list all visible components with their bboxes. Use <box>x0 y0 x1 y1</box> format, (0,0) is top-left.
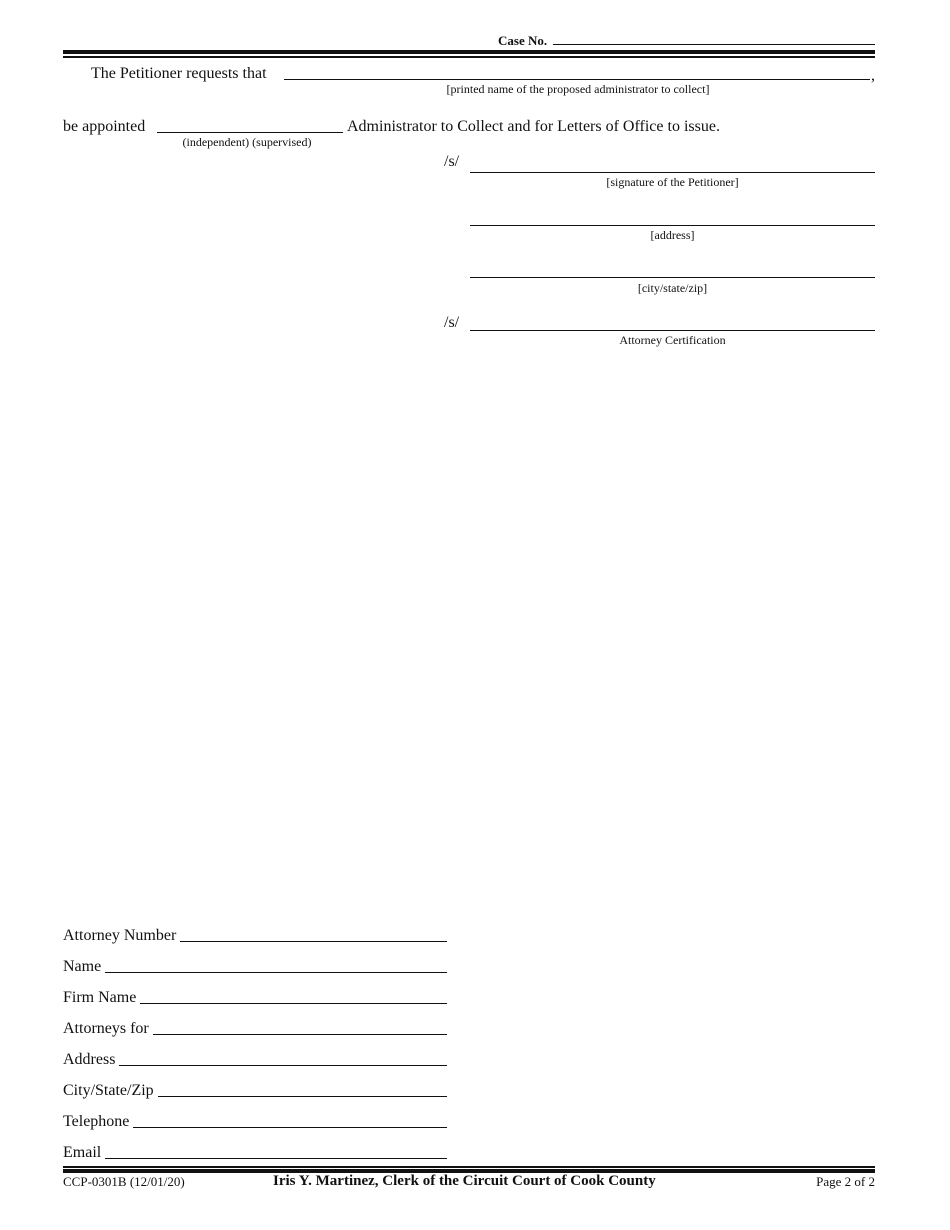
appointment-type-caption: (independent) (supervised) <box>182 135 312 149</box>
name-field[interactable] <box>63 972 447 973</box>
proposed-administrator-name-field[interactable] <box>284 79 870 80</box>
clerk-text: Iris Y. Martinez, Clerk of the Circuit Court of Cook County <box>273 1173 656 1189</box>
footer-rule-thin <box>63 1166 875 1168</box>
address-caption: [address] <box>650 228 695 242</box>
case-no-label: Case No. <box>498 33 548 48</box>
attorneys-for-row[interactable] <box>63 1014 447 1038</box>
page-number: Page 2 of 2 <box>816 1174 875 1189</box>
attorney-certification-caption: Attorney Certification <box>619 333 726 347</box>
petitioner-requests-text: The Petitioner requests that <box>91 65 267 82</box>
attorney-number-row[interactable] <box>63 921 447 945</box>
form-code: CCP-0301B (12/01/20) <box>63 1174 185 1189</box>
petitioner-city-field[interactable] <box>470 277 875 278</box>
name-label: Name <box>63 958 105 976</box>
printed-name-caption: [printed name of the proposed administrator to collect] <box>446 82 710 96</box>
header-rule-thick <box>63 50 875 54</box>
appointment-type-field[interactable] <box>157 132 343 133</box>
city-state-zip-label: City/State/Zip <box>63 1082 158 1100</box>
signature-caption: [signature of the Petitioner] <box>606 175 739 189</box>
telephone-label: Telephone <box>63 1113 133 1131</box>
city-state-zip-row[interactable] <box>63 1076 447 1100</box>
header-rule-thin <box>63 56 875 58</box>
address-field[interactable] <box>63 1065 447 1066</box>
petitioner-address-field[interactable] <box>470 225 875 226</box>
address-label: Address <box>63 1051 119 1069</box>
firm-name-row[interactable] <box>63 983 447 1007</box>
name-row[interactable] <box>63 952 447 976</box>
email-row[interactable] <box>63 1138 447 1162</box>
attorney-certification-field[interactable] <box>470 330 875 331</box>
attorney-number-label: Attorney Number <box>63 927 180 945</box>
attorneys-for-label: Attorneys for <box>63 1020 153 1038</box>
case-no-field[interactable] <box>553 44 875 45</box>
signature-marker: /s/ <box>444 153 460 170</box>
email-field[interactable] <box>63 1158 447 1159</box>
telephone-row[interactable] <box>63 1107 447 1131</box>
email-label: Email <box>63 1144 105 1162</box>
administrator-text: Administrator to Collect and for Letters of Office to issue. <box>347 118 720 135</box>
attorney-signature-marker: /s/ <box>444 314 460 331</box>
firm-name-label: Firm Name <box>63 989 140 1007</box>
address-row[interactable] <box>63 1045 447 1069</box>
be-appointed-text: be appointed <box>63 118 146 135</box>
city-caption: [city/state/zip] <box>637 281 708 295</box>
comma: , <box>871 67 875 84</box>
petitioner-signature-field[interactable] <box>470 172 875 173</box>
